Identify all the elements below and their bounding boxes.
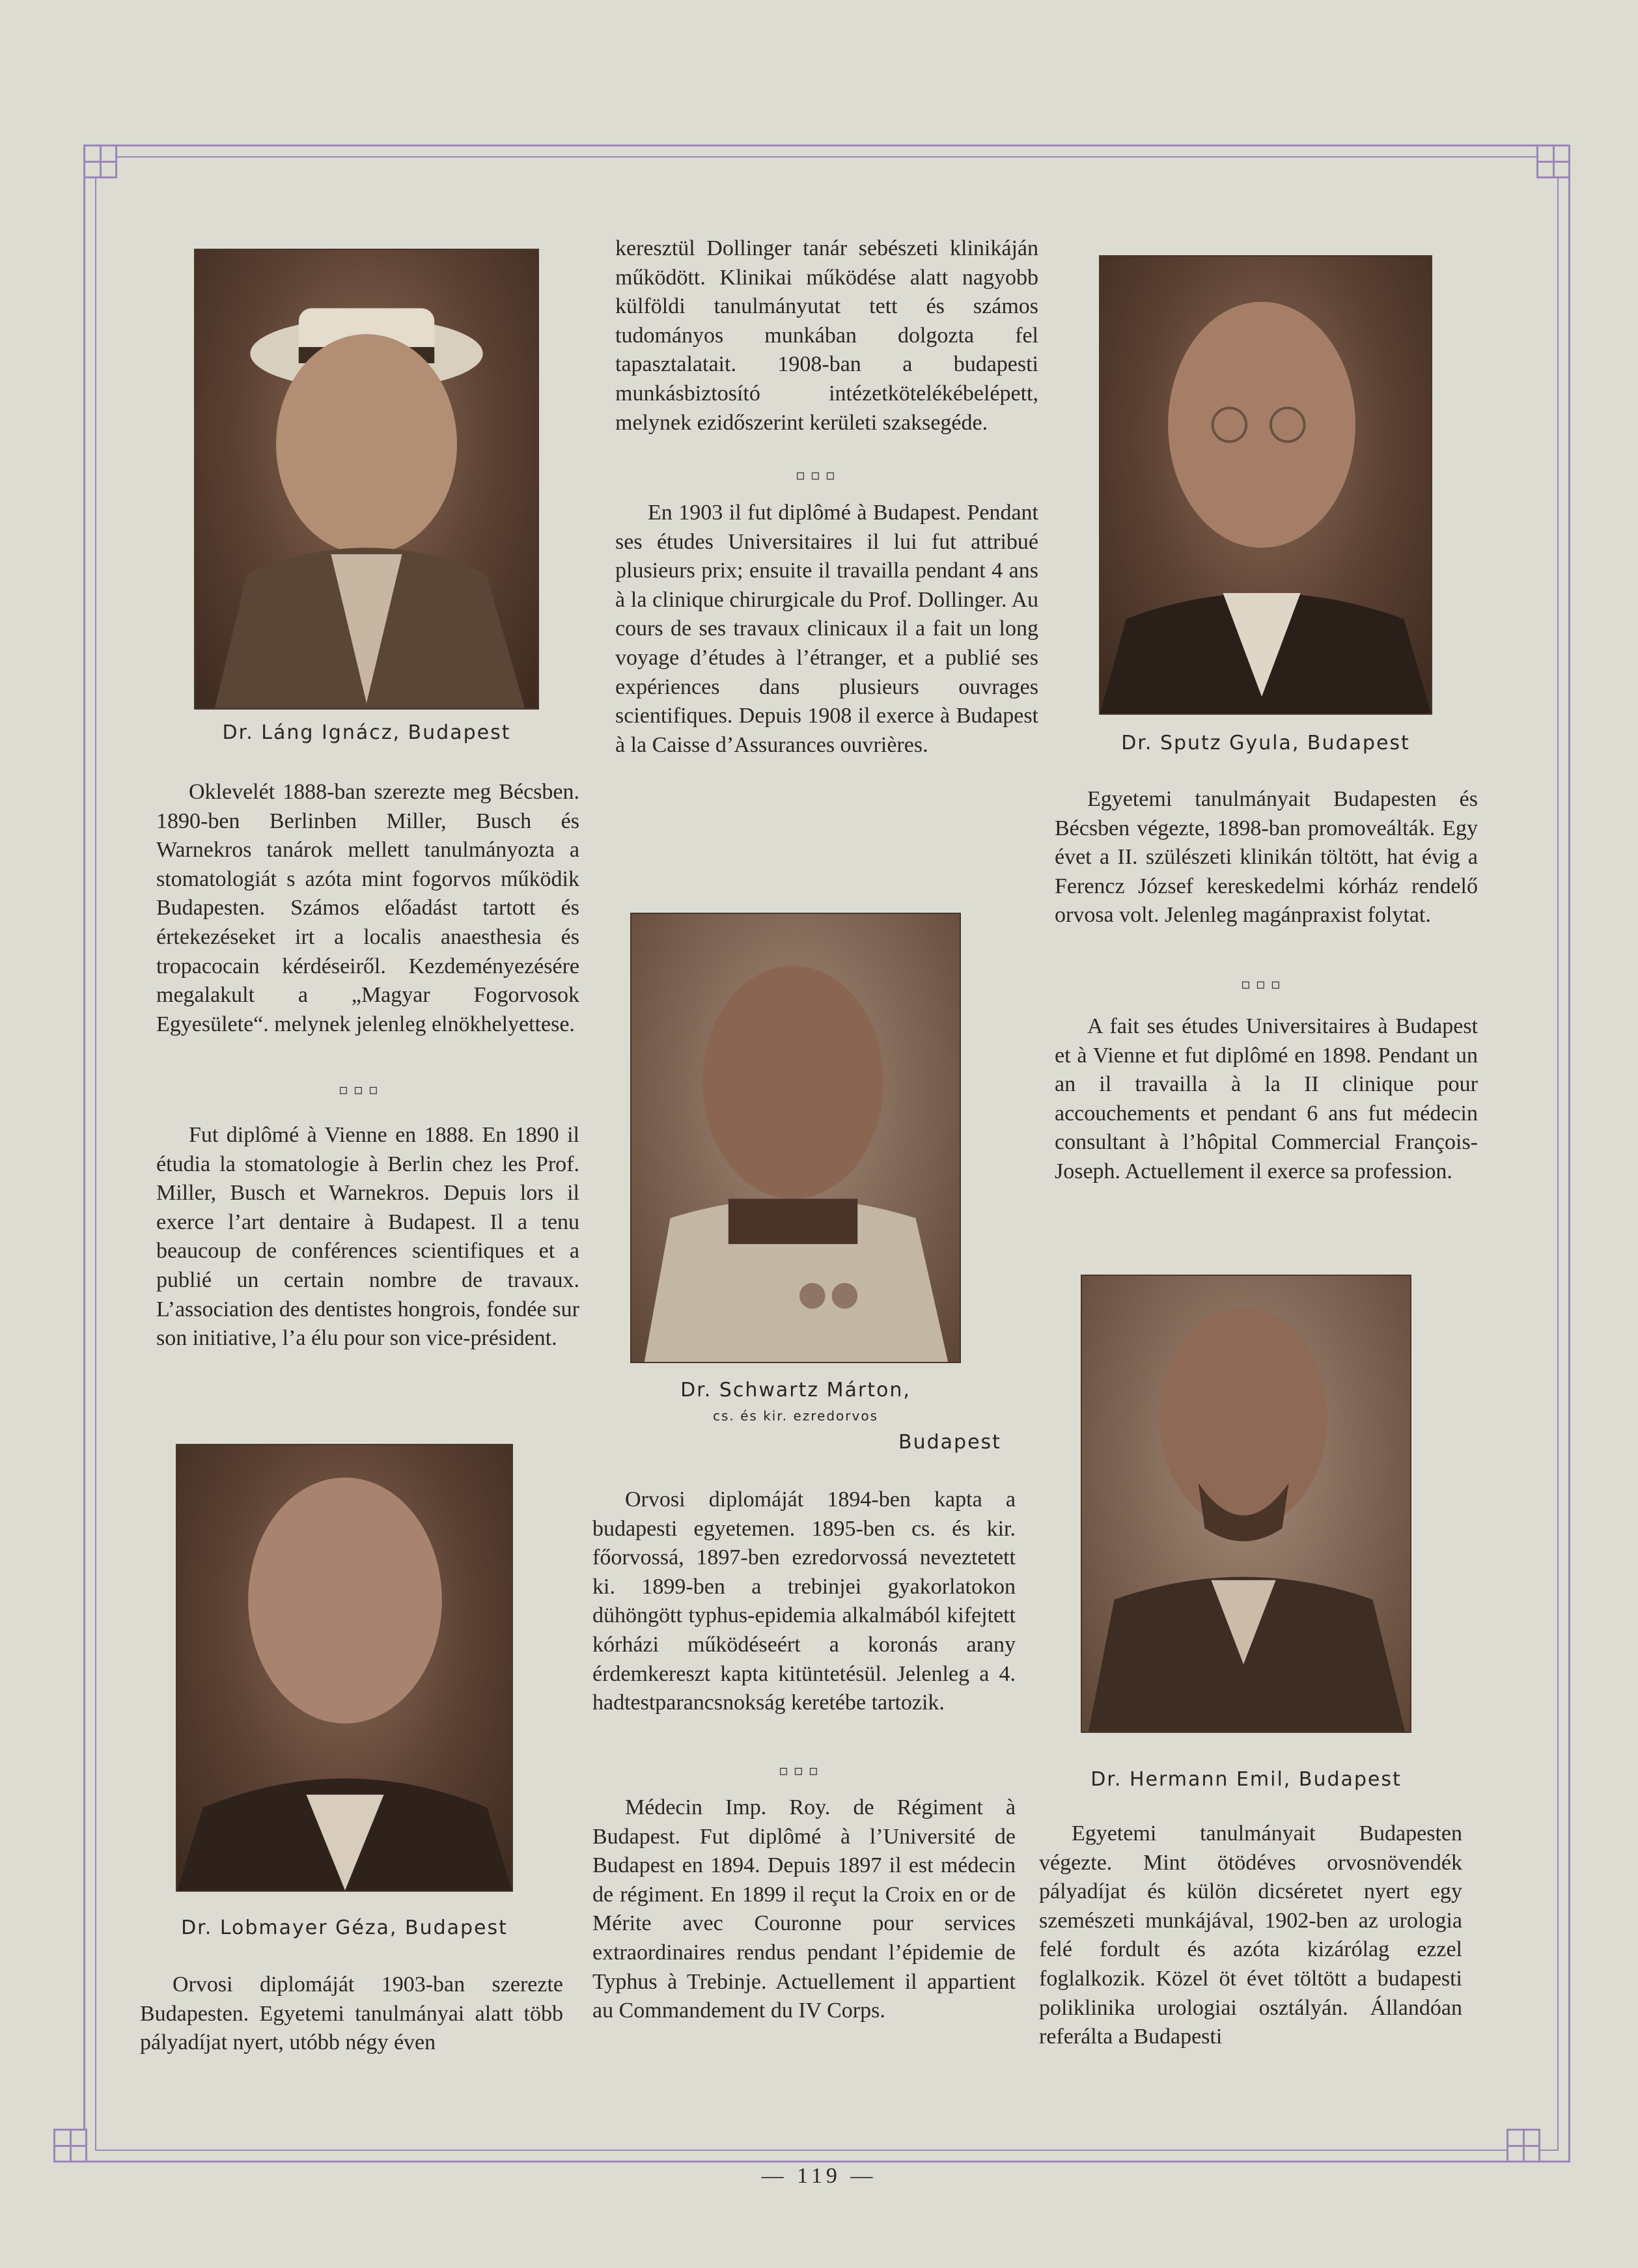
bio-lobmayer-french: En 1903 il fut diplômé à Budapest. Pendant ses études Universitaires il lui fut attribué plusieurs prix; ensuite il travailla pendant 4 ans à la clinique chirurgicale du Prof. Dollinger. Au cours de ses travaux clinicaux il a fait un long voyage d’études à l’étranger, et a publié ses expériences dans plusieurs ouvrages scientifiques. Depuis 1908 il exerce à Budapest à la Caisse d’Assurances ouvrières. [615, 501, 1038, 757]
section-separator: ▫▫▫ [796, 467, 840, 484]
bio-lang-french: Fut diplômé à Vienne en 1888. En 1890 il étudia la stomatologie à Berlin chez les Prof. Miller, Busch et Warnekros. Depuis lors il exerce l’art dentaire à Budapest. Il a tenu beaucoup de conférences scientifiques et a publié un certain nombre de travaux. L’association des dentistes hongrois, fondée sur son initiative, l’a élu pour son vice-président. [156, 1123, 579, 1351]
caption-schwartz-city: Budapest [898, 1431, 1001, 1454]
section-separator: ▫▫▫ [1241, 976, 1286, 993]
bio-schwartz-hungarian: Orvosi diplomáját 1894-ben kapta a budapesti egyetemen. 1895-ben cs. és kir. főorvossá, 1897-ben ezredorvossá neveztetett ki. 1899-ben a trebinjei gyakorlatokon dühöngött typhus-epidemia alkalmából kifejtett kórházi működéseért a koronás arany érdemkereszt kapta kitüntetésül. Jelenleg a 4. hadtestparancsnokság keretébe tartozik. [592, 1487, 1016, 1715]
caption-schwartz-rank: cs. és kir. ezredorvos [713, 1408, 878, 1424]
bio-lang-hungarian: Oklevelét 1888-ban szerezte meg Bécsben. 1890-ben Berlinben Miller, Busch és Warnekros tanárok mellett tanulmányozta a stomatologiát s azóta mint fogorvos működik Budapesten. Számos előadást tartott és értekezéseket irt a localis anaesthesia és tropacocain kérdéseiről. Kezdeményezésére megalakult a „Magyar Fogorvosok Egyesülete“. melynek jelenleg elnökhelyettese. [156, 780, 579, 1036]
frame-corner-ornament [53, 2129, 87, 2163]
bio-lobmayer-hungarian: Orvosi diplomáját 1903-ban szerezte Budapesten. Egyetemi tanulmányai alatt több pályadíjat nyert, utóbb négy éven [140, 1972, 563, 2055]
frame-corner-ornament [83, 145, 117, 178]
caption-hermann: Dr. Hermann Emil, Budapest [1090, 1768, 1402, 1791]
frame-corner-ornament [1536, 145, 1570, 178]
section-separator: ▫▫▫ [779, 1763, 824, 1779]
caption-lang: Dr. Láng Ignácz, Budapest [222, 721, 511, 744]
portrait-photo-hermann [1081, 1275, 1411, 1733]
portrait-photo-schwartz [630, 913, 961, 1363]
bio-lobmayer-hungarian-continued: keresztül Dollinger tanár sebészeti klinikáján működött. Klinikai működése alatt nagyobb külföldi tanulmányutat tett és számos tudományos munkában dolgozta fel tapasztalatait. 1908-ban a budapesti munkásbiztosító intézetkötelékébelépett, melynek ezidőszerint kerületi szaksegéde. [615, 236, 1038, 435]
caption-schwartz-name: Dr. Schwartz Márton, [680, 1379, 911, 1402]
section-separator: ▫▫▫ [339, 1082, 383, 1098]
bio-hermann-hungarian: Egyetemi tanulmányait Budapesten végezte. Mint ötödéves orvosnövendék pályadíjat és külön dicséretet nyert egy szemészeti munkájával, 1902-ben az urologia felé fordult és azóta kizárólag ezzel foglalkozik. Közel öt évet töltött a budapesti poliklinika urologiai osztályán. Állandóan referálta a Budapesti [1039, 1821, 1462, 2049]
portrait-photo-lang [194, 249, 539, 710]
frame-corner-ornament [1506, 2129, 1540, 2163]
bio-schwartz-french: Médecin Imp. Roy. de Régiment à Budapest. Fut diplômé à l’Université de Budapest en 1894. Depuis 1897 il est médecin de régiment. En 1899 il reçut la Croix en or de Mérite avec Couronne pour services extraordinaires rendus pendant l’épidemie de Typhus à Trebinje. Actuellement il appartient au Commandement du IV Corps. [592, 1795, 1016, 2023]
page-number: — 119 — [761, 2164, 877, 2188]
portrait-photo-sputz [1099, 255, 1432, 715]
caption-lobmayer: Dr. Lobmayer Géza, Budapest [181, 1916, 508, 1939]
portrait-photo-lobmayer [176, 1444, 513, 1892]
caption-sputz: Dr. Sputz Gyula, Budapest [1121, 732, 1410, 754]
bio-sputz-hungarian: Egyetemi tanulmányait Budapesten és Bécsben végezte, 1898-ban promoveálták. Egy évet a II. szülészeti klinikán töltött, hat évig a Ferencz József kereskedelmi kórház rendelő orvosa volt. Jelenleg magánpraxist folytat. [1055, 787, 1478, 928]
bio-sputz-french: A fait ses études Universitaires à Budapest et à Vienne et fut diplômé en 1898. Pendant un an il travailla à la II clinique pour accouchements et pendant 6 ans fut médecin consultant à l’hôpital Commercial François-Joseph. Actuellement il exerce sa profession. [1055, 1014, 1478, 1183]
